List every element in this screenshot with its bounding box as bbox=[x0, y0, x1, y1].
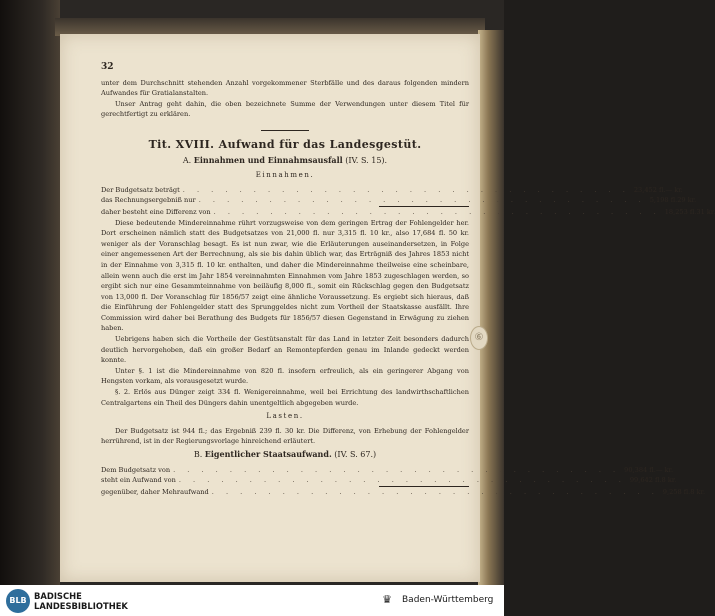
subsection-b-label: B. bbox=[193, 450, 203, 459]
body-paragraph-4: §. 2. Erlös aus Dünger zeigt 334 fl. Wenigereinnahme, weil bei Errichtung des landwirthschaftlichen Centralgartens ein Theil des Düngers dahin unentgeltlich abgegeben wurde. bbox=[101, 388, 469, 407]
leader-dots: . . . . . . . . . . . . . . . . . . . . . . . . . . . . . . . . bbox=[213, 207, 661, 216]
page-number: 32 bbox=[101, 62, 114, 72]
lasten-paragraph: Der Budgetsatz ist 944 fl.; das Ergebniß 239 fl. 30 kr. Die Differenz, von Erhebung der Fohlengelder herrührend, ist in der Regierungsvorlage hinreichend erläutert. bbox=[101, 426, 469, 446]
row-unit: 31 kr. bbox=[696, 207, 715, 216]
aufwand-row-1 bbox=[101, 465, 674, 476]
leader-dots: . . . . . . . . . . . . . . . . . . . . . . . . . . . . . . . . bbox=[178, 476, 626, 485]
subsection-b-title: Eigentlicher Staatsaufwand. bbox=[204, 449, 332, 459]
baden-wuerttemberg-wordmark[interactable]: Baden-Württemberg bbox=[402, 595, 494, 605]
row-label: Dem Budgetsatz von bbox=[101, 465, 171, 474]
book-spine bbox=[478, 30, 504, 586]
row-unit: 29 kr. bbox=[677, 196, 697, 205]
blb-line-1: BADISCHE bbox=[34, 591, 82, 601]
row-amount: 5,198 fl. bbox=[649, 196, 678, 205]
row-label: daher besteht eine Differenz von bbox=[101, 207, 211, 216]
subsection-a-title: Einnahmen und Einnahmsausfall bbox=[193, 154, 343, 165]
page-content bbox=[101, 62, 715, 497]
subsection-b-heading bbox=[101, 449, 469, 461]
einnahmen-heading: Einnahmen. bbox=[255, 171, 315, 180]
row-unit: 8 kr. bbox=[690, 487, 706, 496]
lasten-heading: Lasten. bbox=[266, 412, 304, 421]
subsection-b-ref: (IV. S. 67.) bbox=[334, 450, 377, 459]
einnahmen-difference-row bbox=[101, 207, 715, 218]
leader-dots: . . . . . . . . . . . . . . . . . . . . . . . . . . . . . . . . bbox=[173, 465, 621, 474]
row-unit: 8 kr. bbox=[661, 476, 677, 485]
row-amount: 99,642 fl. bbox=[629, 476, 662, 485]
row-amount: 18,253 fl. bbox=[664, 207, 697, 216]
row-amount: 23,452 fl. bbox=[633, 185, 666, 194]
subsection-a-heading bbox=[101, 155, 469, 167]
subsection-a-ref: (IV. S. 15). bbox=[345, 155, 388, 165]
row-amount: 90,384 fl. bbox=[624, 465, 656, 474]
row-unit: — kr. bbox=[665, 185, 683, 194]
body-paragraph-2: Uebrigens haben sich die Vortheile der Gestütsanstalt für das Land in letzter Zeit besonders dadurch deutlich hervorgehoben, daß ein großer Bedarf an Remontepferden genau im Inlande gedeckt werden konnte. bbox=[101, 335, 469, 365]
einnahmen-row-1 bbox=[101, 185, 683, 196]
intro-paragraph-2: Unser Antrag geht dahin, die oben bezeichnete Summe der Verwendungen unter diesem Titel für gerechtfertigt zu erklären. bbox=[101, 99, 469, 119]
leader-dots: . . . . . . . . . . . . . . . . . . . . . . . . . . . . . . . . bbox=[198, 196, 646, 205]
row-label: das Rechnungsergebniß nur bbox=[101, 196, 196, 205]
einnahmen-row-2 bbox=[101, 195, 697, 206]
row-label: steht ein Aufwand von bbox=[101, 476, 176, 485]
subsection-a-label: A. bbox=[182, 155, 192, 165]
blb-logo-icon[interactable]: BLB bbox=[6, 589, 30, 613]
book-left-edge bbox=[0, 0, 60, 585]
aufwand-difference-row bbox=[101, 487, 706, 498]
row-label: Der Budgetsatz beträgt bbox=[101, 185, 180, 194]
row-unit: — kr. bbox=[655, 465, 674, 474]
aufwand-row-2 bbox=[101, 475, 677, 486]
body-paragraph-1: Diese bedeutende Mindereinnahme rührt vorzugsweise von dem geringen Ertrag der Fohlengelder her. Dort erscheinen nämlich statt des Budgetsatzes von 21,000 fl. nur 3,315 fl. 10 kr., also 17,684 fl. 50 kr. weniger als der Voranschlag besagt. Es ist nun zwar, wie die Erläuterungen auseinandersetzen, in Folge einer angemessenen Art der Berrechnung, als sie bis dahin üblich war, das Erträgniß des Jahres 1853 nicht in der Einnahme von 3,315 fl. 10 kr. enthalten, und daher die Mindereinnahme theilweise eine scheinbare, allein wenn auch die erst im Jahr 1854 vereinnahmten Einnahmen vom Jahre 1853 zugeschlagen werden, so ergibt sich nur eine Gesammteinnahme von beiläufig 8,000 fl., somit ein Rückschlag gegen den Budgetsatz von 13,000 fl. Der Voranschlag für 1856/57 zeigt eine ähnliche Voraussetzung. Es ergiebt sich hieraus, daß die Einführung der Fohlengelder statt des Sprunggeldes nicht zum Vortheil der Staatskasse ausfällt. Ihre Commission wird daher bei Berathung des Budgets für 1856/57 diesen Gegenstand in Erwägung zu ziehen haben. bbox=[101, 218, 469, 333]
body-paragraph-3: Unter §. 1 ist die Mindereinnahme von 820 fl. insofern erfreulich, als ein geringerer Abgang von Hengsten vorkam, als vorausgesetzt wurde. bbox=[101, 366, 469, 386]
blb-wordmark[interactable] bbox=[34, 591, 128, 611]
row-label: gegenüber, daher Mehraufwand bbox=[101, 487, 209, 496]
side-tab-marker: ⑥ bbox=[470, 326, 488, 350]
baden-wuerttemberg-crest-icon[interactable]: ♛ bbox=[382, 593, 392, 606]
leader-dots: . . . . . . . . . . . . . . . . . . . . . . . . . . . . . . . . bbox=[211, 487, 659, 496]
divider-rule bbox=[261, 130, 309, 131]
row-amount: 9,258 fl. bbox=[662, 487, 691, 496]
leader-dots: . . . . . . . . . . . . . . . . . . . . . . . . . . . . . . . . bbox=[182, 185, 630, 194]
section-title: Tit. XVIII. Aufwand für das Landesgestüt. bbox=[148, 137, 422, 151]
viewer-footer bbox=[0, 585, 504, 616]
intro-paragraph-1: unter dem Durchschnitt stehenden Anzahl vorgekommener Sterbfälle und des daraus folgenden mindern Aufwandes für Gratialanstalten. bbox=[101, 78, 469, 98]
blb-line-2: LANDESBIBLIOTHEK bbox=[34, 601, 128, 611]
